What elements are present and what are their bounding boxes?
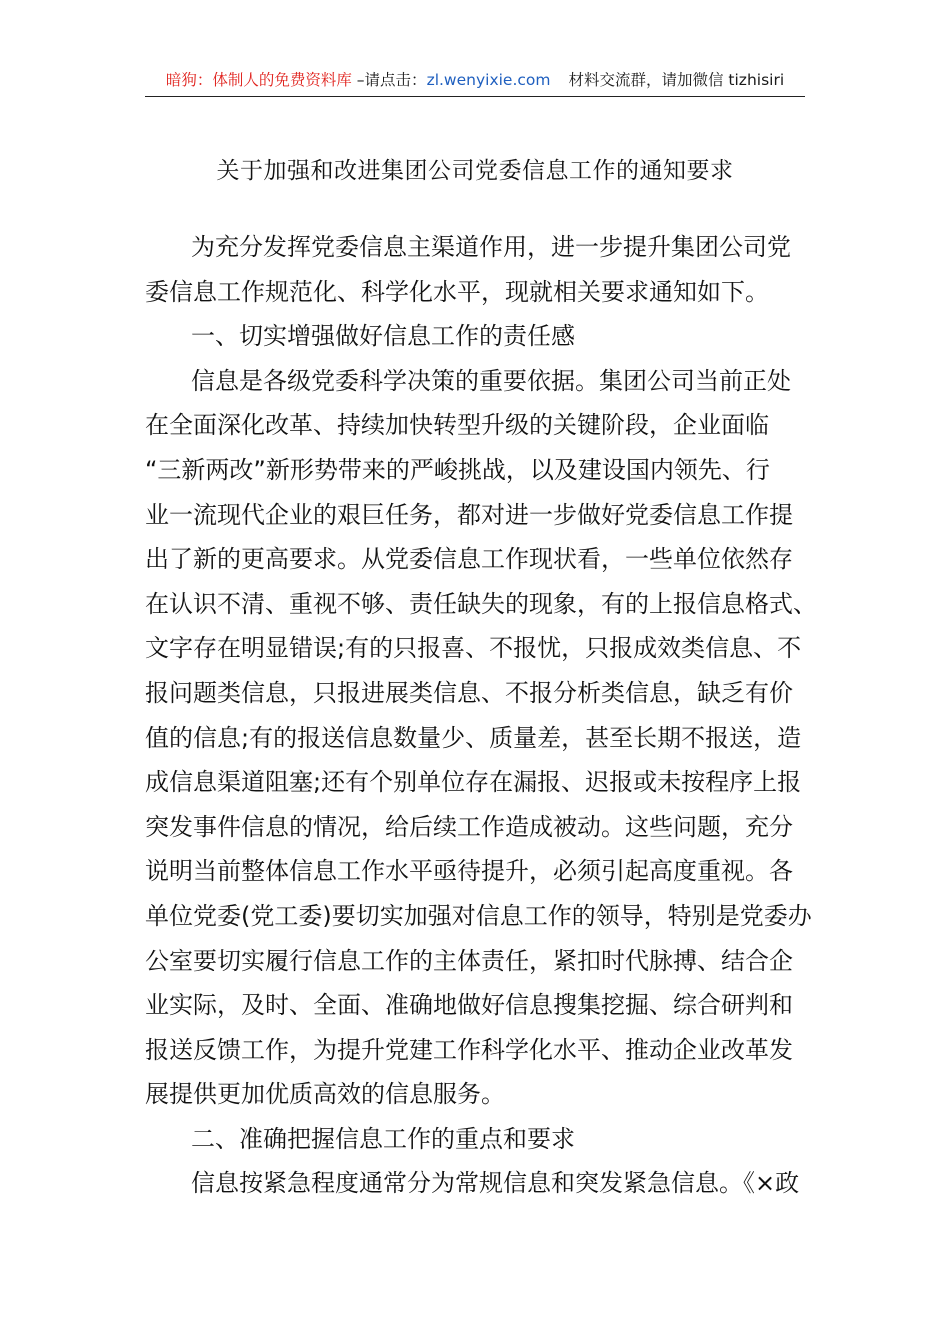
paragraph-line: 在认识不清、重视不够、责任缺失的现象，有的上报信息格式、 [145, 589, 817, 618]
paragraph-line: 单位党委(党工委)要切实加强对信息工作的领导，特别是党委办 [145, 901, 812, 930]
paragraph-line: 报问题类信息，只报进展类信息、不报分析类信息，缺乏有价 [145, 678, 793, 707]
paragraph-line: 文字存在明显错误;有的只报喜、不报忧，只报成效类信息、不 [145, 634, 802, 663]
paragraph-line: “三新两改”新形势带来的严峻挑战，以及建设国内领先、行 [145, 455, 770, 484]
header-click-text: –请点击： [351, 71, 427, 89]
paragraph-line: 信息是各级党委科学决策的重要依据。集团公司当前正处 [191, 366, 791, 395]
paragraph-line: 说明当前整体信息工作水平亟待提升，必须引起高度重视。各 [145, 857, 793, 886]
paragraph-line: 突发事件信息的情况，给后续工作造成被动。这些问题，充分 [145, 812, 793, 841]
section-heading: 二、准确把握信息工作的重点和要求 [191, 1124, 575, 1153]
paragraph-line: 报送反馈工作，为提升党建工作科学化水平、推动企业改革发 [145, 1035, 793, 1064]
section-heading: 一、切实增强做好信息工作的责任感 [191, 322, 575, 351]
paragraph-line: 为充分发挥党委信息主渠道作用，进一步提升集团公司党 [191, 233, 791, 261]
document-body [145, 225, 817, 1206]
paragraph-line: 公室要切实履行信息工作的主体责任，紧扣时代脉搏、结合企 [145, 946, 793, 975]
paragraph-line: 在全面深化改革、持续加快转型升级的关键阶段，企业面临 [145, 411, 769, 440]
paragraph-line: 业实际，及时、全面、准确地做好信息搜集挖掘、综合研判和 [145, 991, 793, 1020]
header-brand: 暗狗：体制人的免费资料库 [165, 71, 352, 89]
document-title: 关于加强和改进集团公司党委信息工作的通知要求 [216, 158, 734, 184]
paragraph-line: 展提供更加优质高效的信息服务。 [145, 1080, 505, 1109]
paragraph-line: 值的信息;有的报送信息数量少、质量差，甚至长期不报送，造 [145, 723, 802, 752]
paragraph-line: 出了新的更高要求。从党委信息工作现状看，一些单位依然存 [145, 545, 793, 574]
paragraph-line: 业一流现代企业的艰巨任务，都对进一步做好党委信息工作提 [145, 500, 793, 529]
paragraph-line: 委信息工作规范化、科学化水平，现就相关要求通知如下。 [145, 277, 769, 306]
page-header [145, 66, 805, 97]
paragraph-line: 信息按紧急程度通常分为常规信息和突发紧急信息。《×政 [191, 1169, 800, 1198]
header-contact: 材料交流群，请加微信 tizhisiri [568, 71, 785, 89]
paragraph-line: 成信息渠道阻塞;还有个别单位存在漏报、迟报或未按程序上报 [145, 768, 802, 797]
header-url-link[interactable]: zl.wenyixie.com [426, 71, 551, 89]
